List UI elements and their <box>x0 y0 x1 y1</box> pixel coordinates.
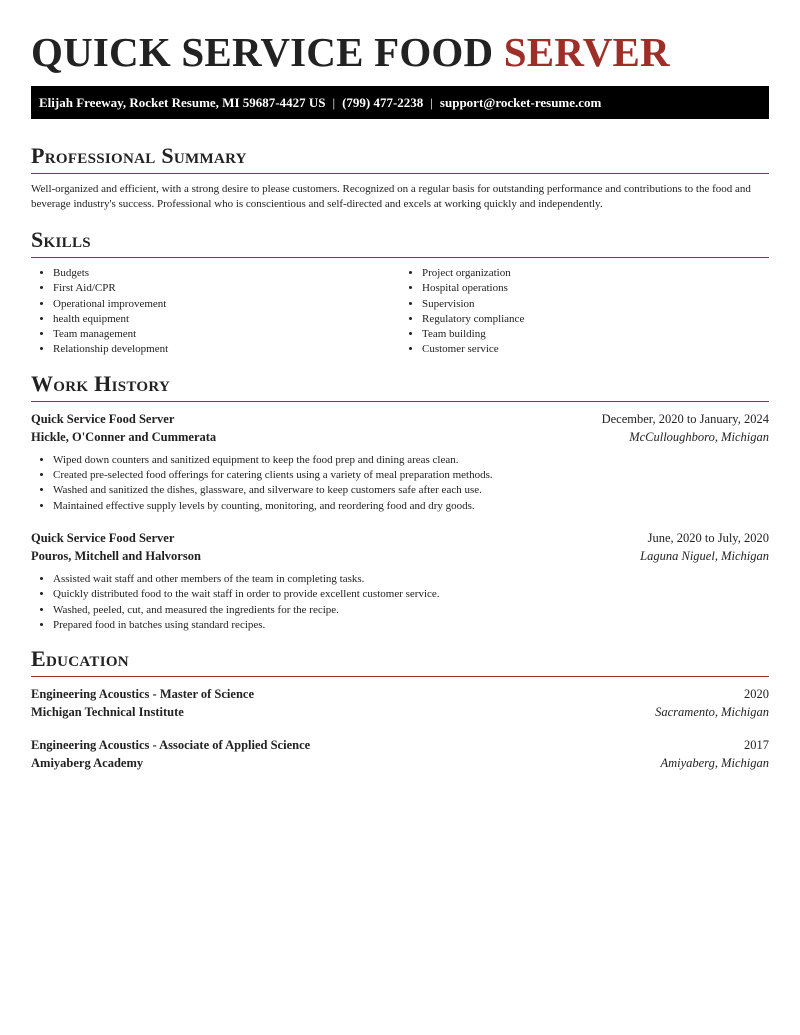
job-entry <box>31 529 769 633</box>
education-degree-row <box>31 736 769 754</box>
school-name: Amiyaberg Academy <box>31 756 144 771</box>
skill-item: • Relationship development <box>53 342 400 357</box>
skill-item: • Operational improvement <box>53 297 400 312</box>
job-company-row <box>31 428 769 446</box>
duty-item: • Prepared food in batches using standard recipes. <box>53 618 769 633</box>
job-location: Laguna Niguel, Michigan <box>640 548 769 563</box>
skill-item: • Supervision <box>422 297 769 312</box>
section-divider <box>31 401 769 402</box>
job-title: Quick Service Food Server <box>31 411 175 426</box>
section-heading: Work History <box>31 370 171 396</box>
skill-item: • Team building <box>422 327 769 342</box>
skill-item: • Budgets <box>53 266 400 281</box>
duty-item: • Assisted wait staff and other members of the team in completing tasks. <box>53 572 769 587</box>
education-entry <box>31 685 769 721</box>
education-school-row <box>31 703 769 721</box>
degree-name: Engineering Acoustics - Associate of Applied Science <box>31 738 311 753</box>
skill-item: • First Aid/CPR <box>53 281 400 296</box>
degree-name: Engineering Acoustics - Master of Science <box>31 687 254 702</box>
school-location: Amiyaberg, Michigan <box>660 756 769 771</box>
skill-item: • Hospital operations <box>422 281 769 296</box>
job-duties <box>31 453 769 514</box>
summary-section <box>31 142 769 212</box>
job-company-row <box>31 547 769 565</box>
skills-list-left <box>31 266 400 358</box>
skill-item: • health equipment <box>53 312 400 327</box>
job-header-row <box>31 529 769 547</box>
contact-separator: | <box>430 95 433 110</box>
duty-item: • Created pre-selected food offerings for catering clients using a variety of meal preparation methods. <box>53 468 769 483</box>
job-duties <box>31 572 769 633</box>
section-divider <box>31 173 769 174</box>
job-dates: June, 2020 to July, 2020 <box>647 530 769 545</box>
duty-item: • Washed and sanitized the dishes, glassware, and silverware to keep customers safe after each use. <box>53 483 769 498</box>
job-company: Hickle, O'Conner and Cummerata <box>31 429 217 444</box>
skill-item: • Customer service <box>422 342 769 357</box>
title-main: QUICK SERVICE FOOD <box>31 29 494 75</box>
school-location: Sacramento, Michigan <box>655 705 769 720</box>
section-divider <box>31 257 769 258</box>
graduation-year: 2020 <box>744 687 769 702</box>
contact-bar <box>31 86 769 119</box>
graduation-year: 2017 <box>744 738 769 753</box>
education-degree-row <box>31 685 769 703</box>
section-heading: Education <box>31 646 129 672</box>
skills-list-right <box>400 266 769 358</box>
skills-columns <box>31 266 769 358</box>
job-location: McCulloughboro, Michigan <box>629 429 769 444</box>
contact-separator: | <box>332 95 336 110</box>
job-company: Pouros, Mitchell and Halvorson <box>31 548 201 563</box>
skill-item: • Project organization <box>422 266 769 281</box>
contact-email: support@rocket-resume.com <box>439 95 602 110</box>
job-title: Quick Service Food Server <box>31 530 175 545</box>
job-header-row <box>31 410 769 428</box>
duty-item: • Maintained effective supply levels by counting, monitoring, and reordering food and dry goods. <box>53 499 769 514</box>
education-entry <box>31 736 769 772</box>
summary-text: Well-organized and efficient, with a strong desire to please customers. Recognized on a regular basis for outstanding performance and contributions to the food and beverage industry's success. Professional who is conscientious and self-directed and excels at working quickly and independently. <box>31 183 751 210</box>
skill-item: • Team management <box>53 327 400 342</box>
duty-item: • Washed, peeled, cut, and measured the ingredients for the recipe. <box>53 603 769 618</box>
title-accent: SERVER <box>503 29 670 75</box>
work-history-section <box>31 370 769 633</box>
contact-address: Elijah Freeway, Rocket Resume, MI 59687-4427 US <box>39 95 326 110</box>
job-entry <box>31 410 769 514</box>
section-heading: Skills <box>31 227 91 252</box>
section-heading: Professional Summary <box>31 143 247 168</box>
skills-section <box>31 226 769 358</box>
school-name: Michigan Technical Institute <box>31 705 184 720</box>
duty-item: • Quickly distributed food to the wait staff in order to provide excellent customer service. <box>53 587 769 602</box>
education-school-row <box>31 754 769 772</box>
duty-item: • Wiped down counters and sanitized equipment to keep the food prep and dining areas clean. <box>53 453 769 468</box>
resume-title <box>31 28 769 76</box>
education-section <box>31 645 769 772</box>
section-divider <box>31 676 769 677</box>
job-dates: December, 2020 to January, 2024 <box>601 411 769 426</box>
contact-phone: (799) 477-2238 <box>342 95 424 110</box>
skill-item: • Regulatory compliance <box>422 312 769 327</box>
